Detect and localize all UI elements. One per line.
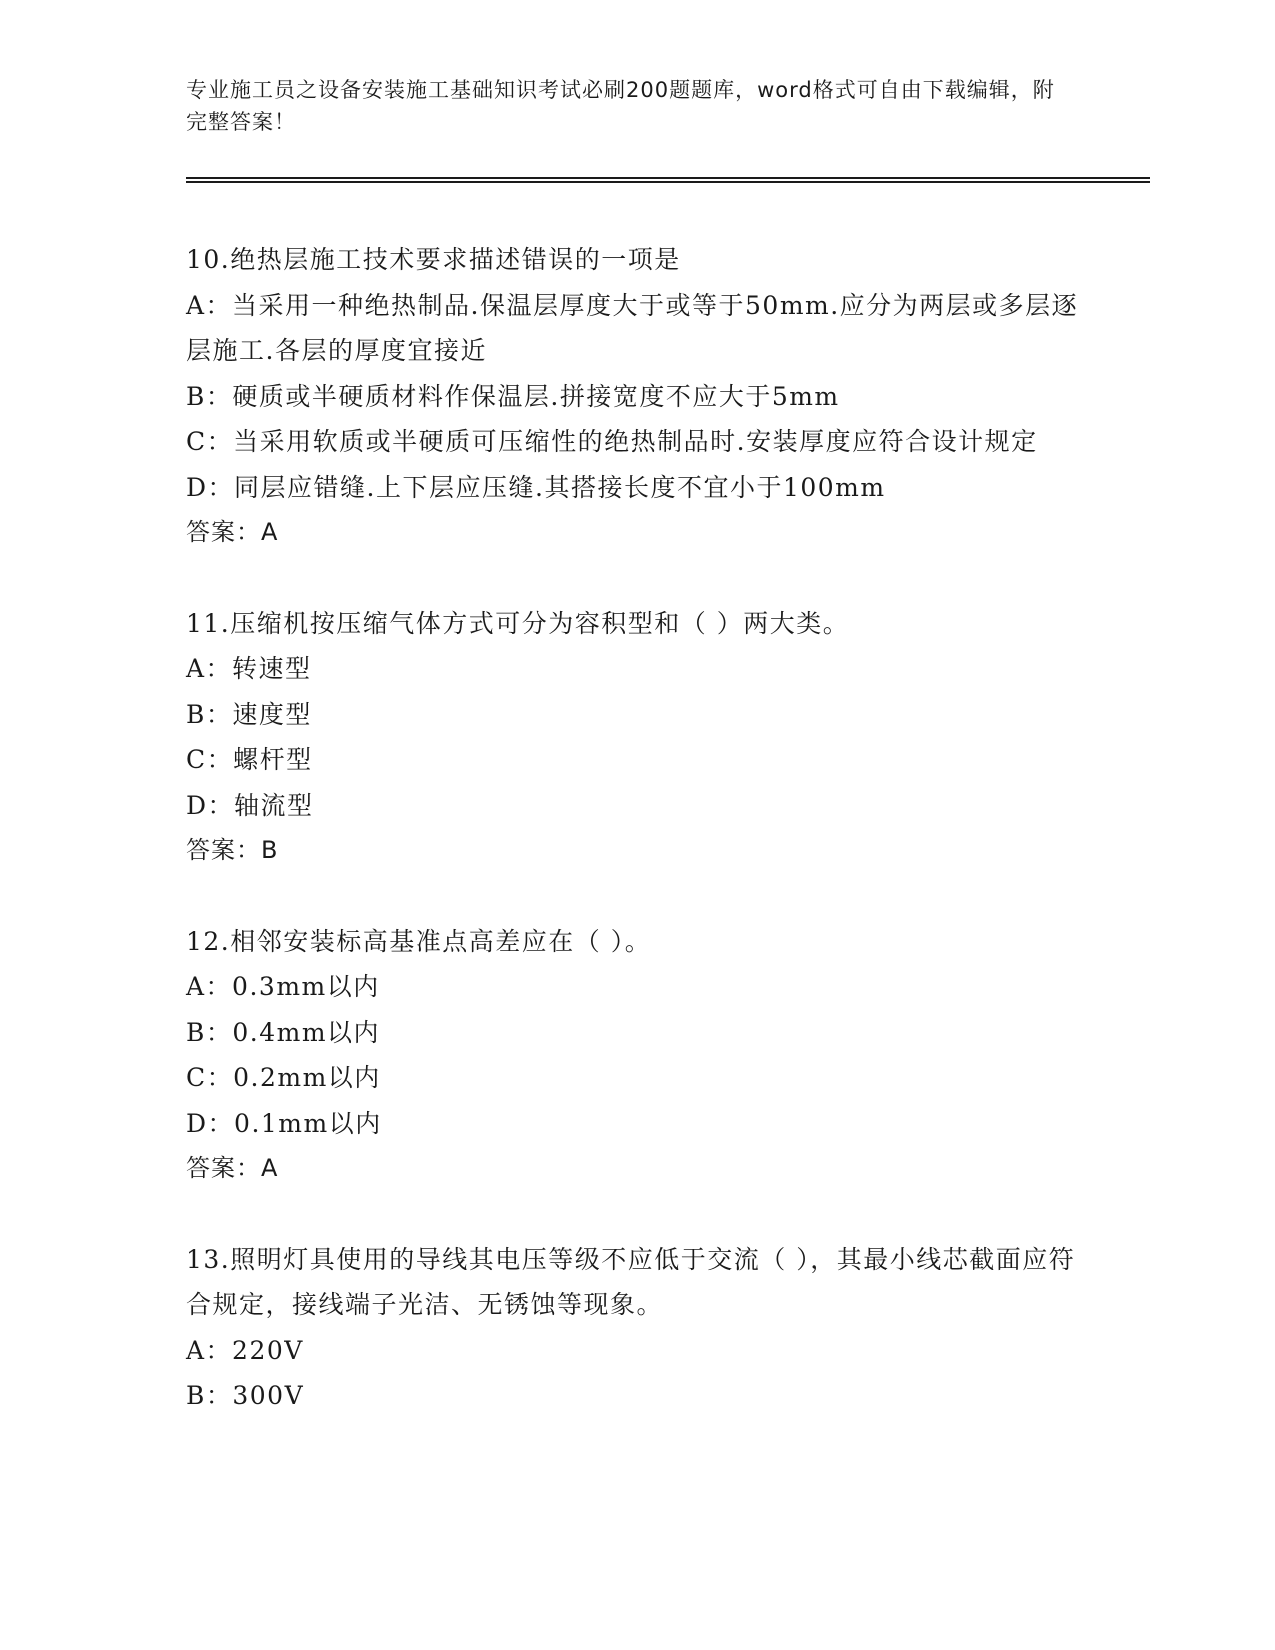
answer-line: 答案：A — [186, 1154, 279, 1182]
question-stem: 13.照明灯具使用的导线其电压等级不应低于交流（ ），其最小线芯截面应符合规定，接线端子光洁、无锈蚀等现象。 — [186, 1244, 1076, 1319]
option-d: D：同层应错缝.上下层应压缝.其搭接长度不宜小于100mm — [186, 472, 886, 502]
option-c: C：0.2mm以内 — [186, 1063, 381, 1092]
question-list — [186, 237, 1086, 1464]
option-b: B：0.4mm以内 — [186, 1017, 381, 1047]
question-stem: 10.绝热层施工技术要求描述错误的一项是 — [186, 245, 681, 274]
question-stem: 11.压缩机按压缩气体方式可分为容积型和（ ）两大类。 — [186, 608, 850, 638]
question-10 — [186, 237, 1086, 556]
answer-line: 答案：A — [186, 518, 279, 546]
answer-line: 答案：B — [186, 836, 279, 864]
question-stem: 12.相邻安装标高基准点高差应在（ ）。 — [186, 926, 652, 956]
question-13 — [186, 1237, 1086, 1419]
option-b: B：硬质或半硬质材料作保温层.拼接宽度不应大于5mm — [186, 381, 840, 411]
document-header: 专业施工员之设备安装施工基础知识考试必刷200题题库，word格式可自由下载编辑，附完整答案！ — [186, 78, 1055, 134]
option-b: B：300V — [186, 1381, 305, 1410]
option-d: D：轴流型 — [186, 790, 314, 820]
option-a: A：0.3mm以内 — [186, 972, 380, 1001]
option-b: B：速度型 — [186, 699, 312, 729]
header-divider — [186, 177, 1150, 183]
question-12 — [186, 919, 1086, 1192]
question-11 — [186, 601, 1086, 874]
option-c: C：螺杆型 — [186, 745, 313, 774]
option-c: C：当采用软质或半硬质可压缩性的绝热制品时.安装厚度应符合设计规定 — [186, 427, 1038, 456]
option-a: A：转速型 — [186, 654, 312, 683]
option-a: A：当采用一种绝热制品.保温层厚度大于或等于50mm.应分为两层或多层逐层施工.各层的厚度宜接近 — [186, 290, 1079, 365]
option-d: D：0.1mm以内 — [186, 1108, 382, 1138]
option-a: A：220V — [186, 1335, 304, 1365]
